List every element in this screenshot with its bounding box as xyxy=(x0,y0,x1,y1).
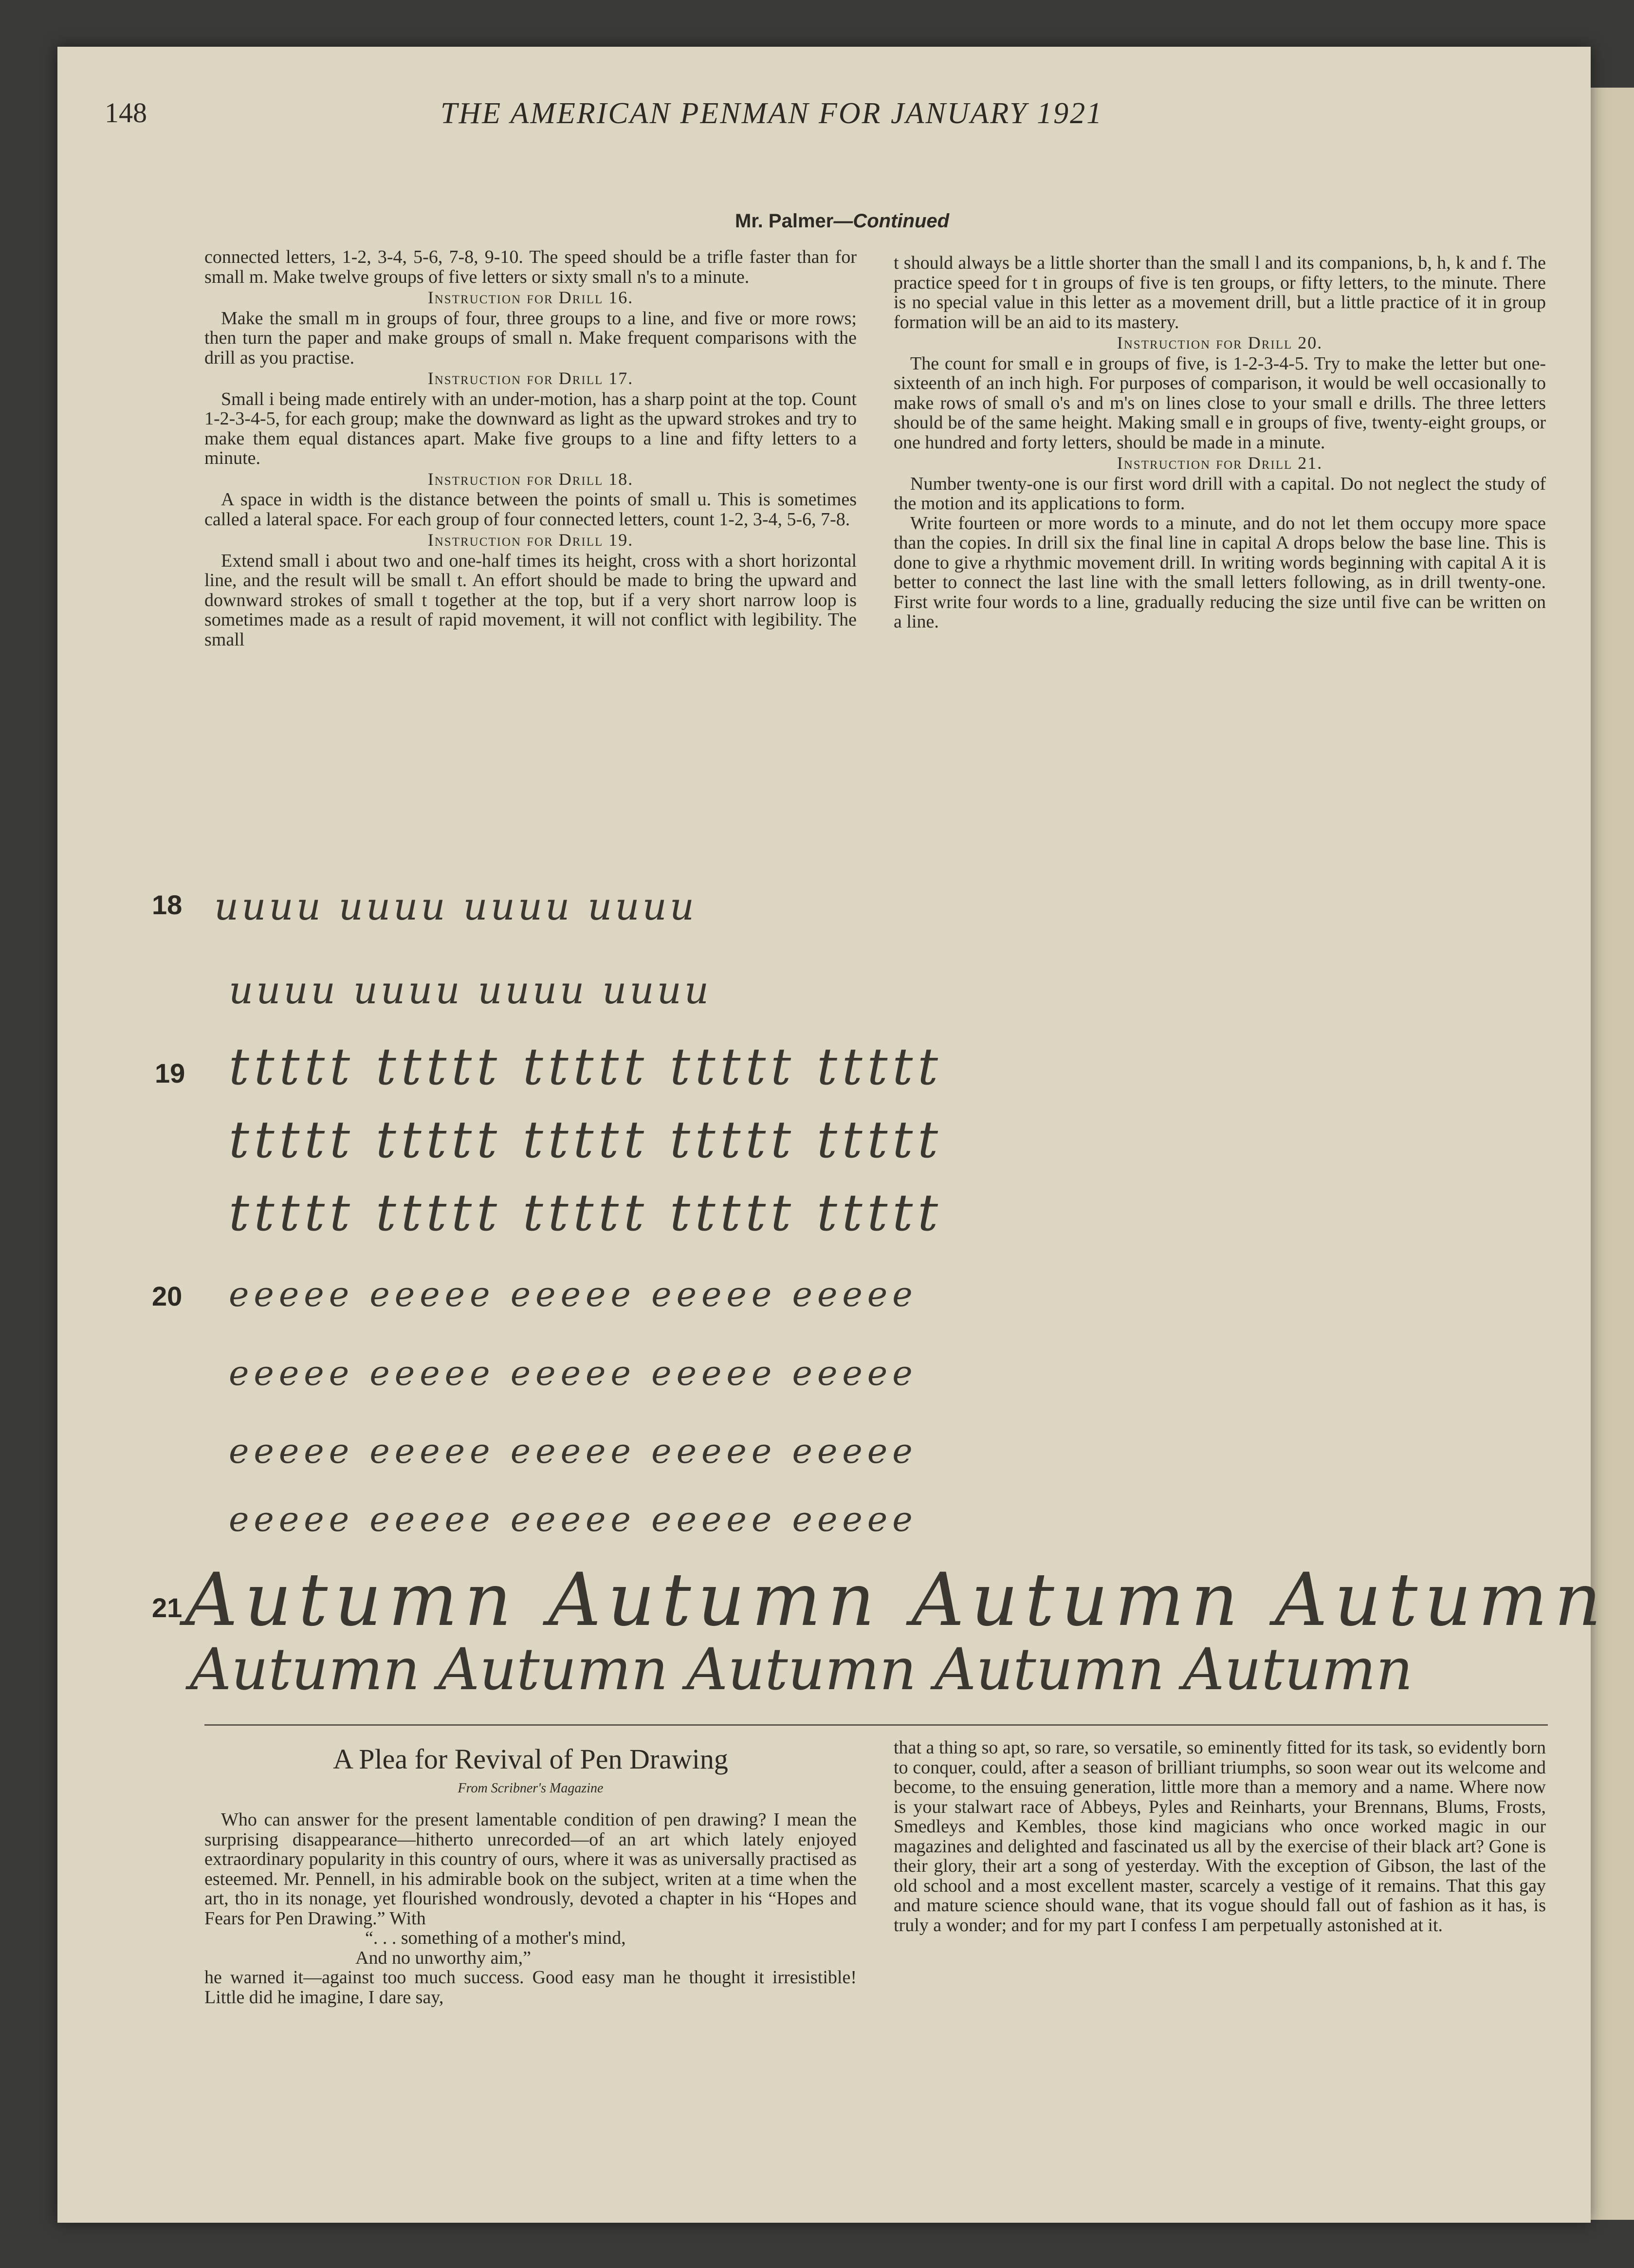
paragraph: Who can answer for the present lamentable condition of pen drawing? I mean the surprising disappearance—hitherto unrecorded—of an art which lately enjoyed extraordinary popularity in this country of ours, where it was as universally practised as esteemed. Mr. Pennell, in his admirable book on the subject, writen at a time when the art, tho in its nonage, yet flourished wondrously, devoted a chapter in his “Hopes and Fears for Pen Drawing.” With xyxy=(204,1809,857,1929)
drill-number-18: 18 xyxy=(152,889,183,920)
paragraph: Make the small m in groups of four, three groups to a line, and five or more rows; then turn the paper and make groups of small n. Make frequent comparisons with the drill as you practise. xyxy=(204,308,857,368)
handwriting-row: ttttt ttttt ttttt ttttt ttttt xyxy=(229,1183,943,1242)
running-title: THE AMERICAN PENMAN FOR JANUARY 1921 xyxy=(441,97,1103,130)
paragraph: that a thing so apt, so rare, so versatile, so eminently fitted for its task, so evidently born to conquer, could, after a season of brilliant triumphs, so soon wear out its welcome and become, to the ensuing generation, little more than a memory and a name. Where now is your stalwart race of Abbeys, Pyles and Reinharts, your Brennans, Blums, Frosts, Smedleys and Kembles, those kind magicians who once worked magic in our magazines and delighted and fascinated us all by the exercise of their black art? Gone is their glory, their art a song of yesterday. With the exception of Gibson, the last of the old school and a most excellent master, scarcely a vestige of it remains. That this gay and mature science should wane, that its vogue should fall out of fashion as it has, is truly a wonder; and for my part I confess I am perpetually astonished at it. xyxy=(894,1737,1546,1936)
paragraph: Extend small i about two and one-half times its height, cross with a short horizontal line, and the result will be small t. An effort should be made to bring the upward and downward strokes of small t together at the top, but if a very short narrow loop is sometimes made as a result of rapid movement, it will not conflict with legibility. The small xyxy=(204,550,857,650)
paragraph: Number twenty-one is our first word drill with a capital. Do not neglect the study of the motion and its applications to form. xyxy=(894,473,1546,514)
article-right-column xyxy=(894,1738,1546,1935)
paragraph: The count for small e in groups of five, is 1-2-3-4-5. Try to make the letter but one-sixteenth of an inch high. For purposes of comparison, it would be well occasionally to make rows of small o's and m's on lines close to your small e drills. The three letters should be of the same height. Making small e in groups of five, twenty-eight groups, or one hundred and forty letters, should be made in a minute. xyxy=(894,353,1546,453)
handwriting-row: Autumn Autumn Autumn Autumn xyxy=(185,1558,1608,1642)
article-source: From Scribner's Magazine xyxy=(458,1781,604,1796)
article-title: A Plea for Revival of Pen Drawing xyxy=(333,1743,728,1775)
handwriting-row: uuuu uuuu uuuu uuuu xyxy=(229,969,712,1013)
drill-heading-21: Instruction for Drill 21. xyxy=(1117,453,1323,473)
paragraph: Small i being made entirely with an under-motion, has a sharp point at the top. Count 1-2-3-4-5, for each group; make the downward as light as the upward strokes and try to make them equal distances apart. Make five groups to a line and fifty letters to a minute. xyxy=(204,388,857,468)
handwriting-row: Autumn Autumn Autumn Autumn Autumn xyxy=(190,1636,1413,1703)
verse-line: And no unworthy aim,” xyxy=(355,1947,531,1968)
paragraph: t should always be a little shorter than the small l and its companions, b, h, k and f. The practice speed for t in groups of five is ten groups, or fifty letters, to the minute. There is no special value in this letter as a movement drill, but a little practice of it in group formation will be an aid to its mastery. xyxy=(894,253,1546,332)
verse-line: “. . . something of a mother's mind, xyxy=(365,1928,626,1948)
handwriting-row: eeeee eeeee eeeee eeeee eeeee xyxy=(229,1431,918,1471)
drill-number-21: 21 xyxy=(152,1592,183,1623)
paragraph: connected letters, 1-2, 3-4, 5-6, 7-8, 9-10. The speed should be a trifle faster than for small m. Make twelve groups of five letters or sixty small n's to a minute. xyxy=(204,247,857,287)
left-column xyxy=(204,247,857,649)
drill-heading-17: Instruction for Drill 17. xyxy=(427,369,634,388)
paragraph: he warned it—against too much success. Good easy man he thought it irresistible! Little did he imagine, I dare say, xyxy=(204,1967,857,2008)
section-author: Mr. Palmer xyxy=(735,210,834,232)
handwriting-row: ttttt ttttt ttttt ttttt ttttt xyxy=(229,1037,943,1096)
section-heading xyxy=(735,210,949,232)
drill-heading-18: Instruction for Drill 18. xyxy=(427,469,634,489)
paragraph: A space in width is the distance between the points of small u. This is sometimes called a lateral space. For each group of four connected letters, count 1-2, 3-4, 5-6, 7-8. xyxy=(204,489,857,530)
right-column xyxy=(894,253,1546,632)
section-continued: —Continued xyxy=(833,210,950,232)
handwriting-row: eeeee eeeee eeeee eeeee eeeee xyxy=(229,1353,918,1393)
handwriting-row: ttttt ttttt ttttt ttttt ttttt xyxy=(229,1110,943,1169)
drill-number-20: 20 xyxy=(152,1281,183,1311)
section-divider xyxy=(204,1724,1548,1726)
next-page-edge xyxy=(1591,88,1634,2220)
drill-heading-20: Instruction for Drill 20. xyxy=(1117,333,1323,352)
page-number: 148 xyxy=(105,97,147,129)
drill-heading-19: Instruction for Drill 19. xyxy=(427,530,634,550)
handwriting-row: uuuu uuuu uuuu uuuu xyxy=(214,885,698,929)
article-left-column xyxy=(204,1810,857,2007)
drill-heading-16: Instruction for Drill 16. xyxy=(427,288,634,307)
handwriting-row: eeeee eeeee eeeee eeeee eeeee xyxy=(229,1274,918,1314)
drill-number-19: 19 xyxy=(155,1058,185,1088)
handwriting-row: eeeee eeeee eeeee eeeee eeeee xyxy=(229,1499,918,1539)
paragraph: Write fourteen or more words to a minute, and do not let them occupy more space than the copies. In drill six the final line in capital A drops below the base line. This is done to give a rhythmic movement drill. In writing words beginning with capital A it is better to connect the last line with the small letters following, as in drill twenty-one. First write four words to a line, gradually reducing the size until five can be written on a line. xyxy=(894,513,1546,632)
